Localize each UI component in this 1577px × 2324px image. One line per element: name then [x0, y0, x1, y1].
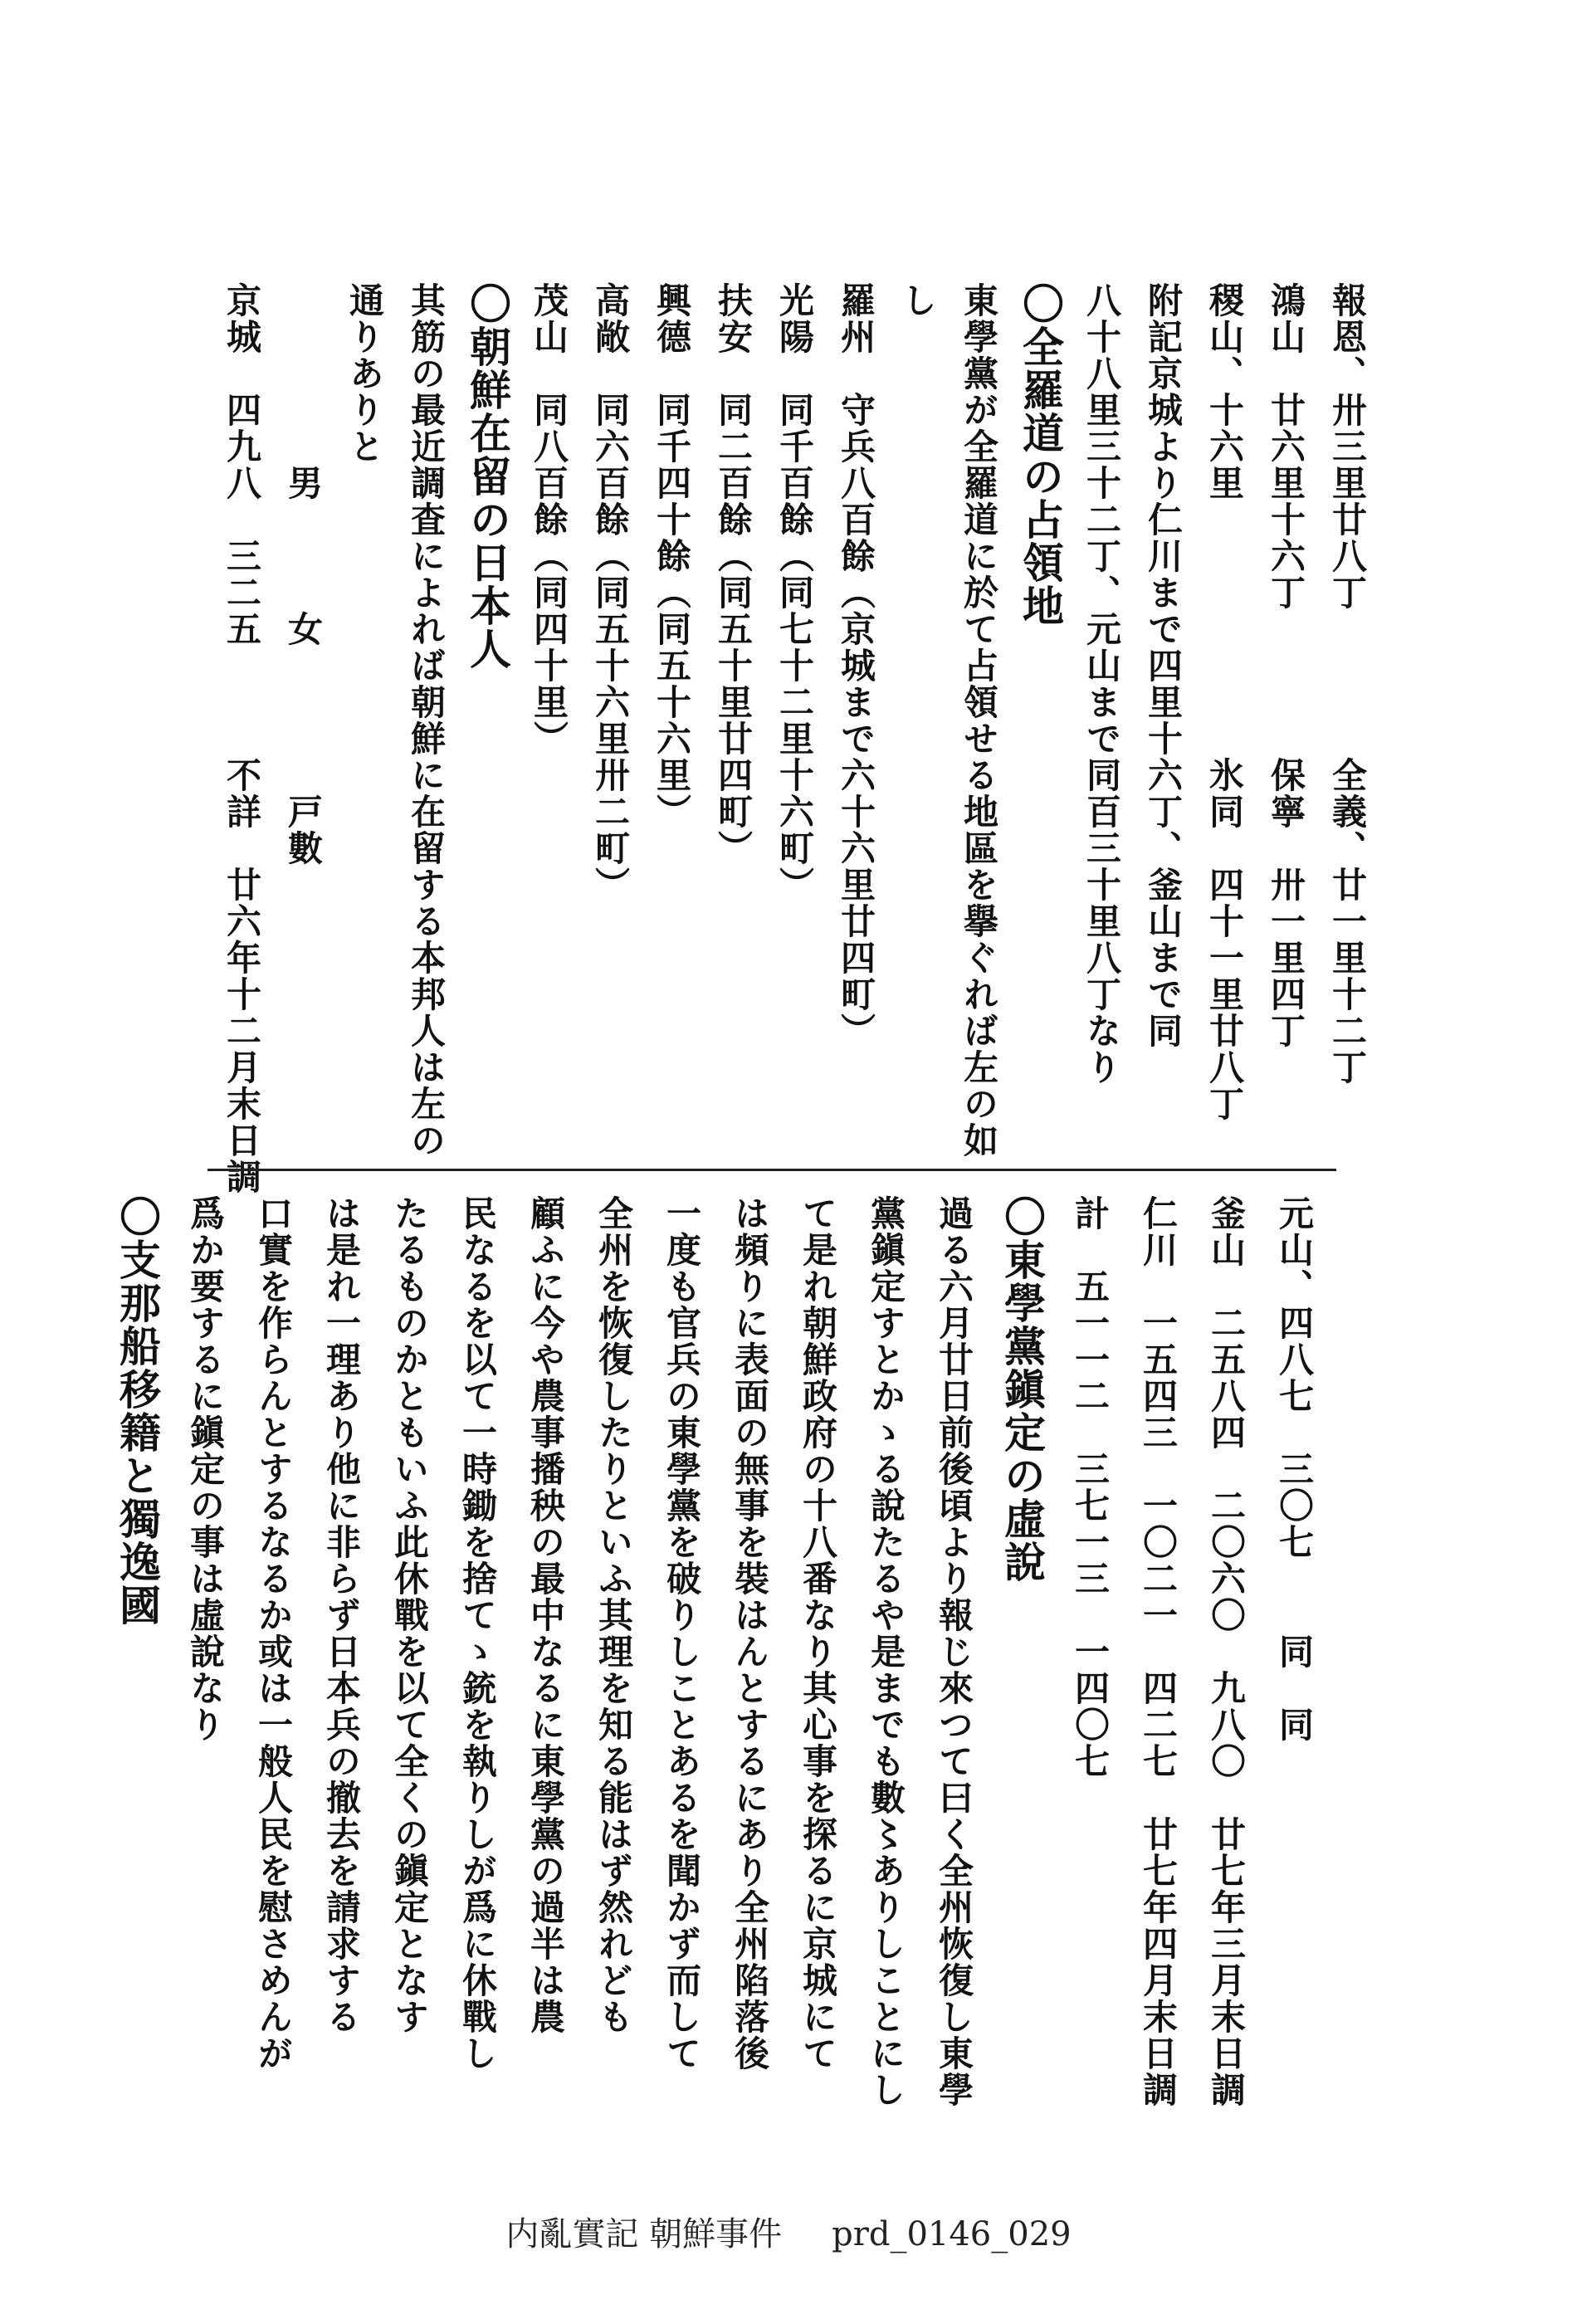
section-heading: 〇全羅道の占領地 [1016, 282, 1065, 627]
text-column: 報恩、卅三里廿八丁 全義、廿一里十二丁 [1327, 282, 1368, 1086]
text-column: 興德 同千四十餘（同五十六里） [652, 282, 692, 830]
text-column: 仁川 一五四三 一〇二一 四二七 廿七年四月末日調 [1138, 1195, 1179, 2108]
text-column: 八十八里三十二丁、元山まで同百三十里八丁なり [1081, 282, 1122, 1086]
text-column: 其筋の最近調査によれば朝鮮に在留する本邦人は左の [406, 282, 447, 1159]
upper-text-block [199, 282, 1378, 1195]
text-column: 光陽 同千百餘（同七十二里十六町） [774, 282, 815, 903]
text-column: 全州を恢復したりといふ其理を知る能はず然れども [593, 1195, 634, 2035]
text-column: 茂山 同八百餘（同四十里） [529, 282, 569, 757]
text-column: は頻りに表面の無事を裝はんとするにあり全州陷落後 [730, 1195, 770, 2072]
text-column: 計 五一一二 三七一三 一四〇七 [1070, 1195, 1111, 1780]
text-column: 民なるを以て一時鋤を捨てゝ銃を執りしが爲に休戰し [457, 1195, 498, 2072]
text-column: 男 女 戸數 [283, 282, 324, 867]
text-column: 稷山、十六里 氷同 四十一里廿八丁 [1204, 282, 1245, 1122]
text-column: 釜山 二五八四 二〇六〇 九八〇 廿七年三月末日調 [1206, 1195, 1247, 2108]
text-column: は是れ一理あり他に非らず日本兵の撤去を請求する [321, 1195, 362, 2035]
text-column: 爲か要するに鎭定の事は虛說なり [185, 1195, 226, 1743]
section-divider [208, 1169, 1336, 1171]
text-column: 羅州 守兵八百餘（京城まで六十六里廿四町） [836, 282, 876, 1049]
section-heading: 〇東學黨鎭定の虛說 [998, 1195, 1047, 1584]
text-column: 高敞 同六百餘（同五十六里卅二町） [590, 282, 631, 903]
text-column: 過る六月廿日前後頃より報じ來つて曰く全州恢復し東學 [934, 1195, 974, 2108]
text-column: 口實を作らんとするなるか或は一般人民を慰さめんが [253, 1195, 294, 2072]
text-column: 東學黨が全羅道に於て占領せる地區を擧ぐれば左の如 [959, 282, 999, 1159]
text-column: 附記京城より仁川まで四里十六丁、釜山まで同 [1143, 282, 1184, 1049]
footer-title: 内亂實記 朝鮮事件 [505, 2215, 783, 2253]
footer-code: prd_0146_029 [832, 2215, 1072, 2253]
section-heading: 〇朝鮮在留の日本人 [463, 282, 512, 671]
text-column: 元山、四八七 三〇七 同 同 [1274, 1195, 1315, 1743]
text-column: たるものかともいふ此休戰を以て全くの鎭定となす [389, 1195, 430, 2035]
section-heading: 〇支那船移籍と獨逸國 [113, 1195, 162, 1627]
text-column: 扶安 同二百餘（同五十里廿四町） [713, 282, 754, 867]
text-column: 一度も官兵の東學黨を破りしことあるを聞かず而して [662, 1195, 702, 2072]
text-column: て是れ朝鮮政府の十八番なり其心事を探るに京城にて [798, 1195, 838, 2072]
text-column: 通りありと [344, 282, 385, 465]
text-column: 顧ふに今や農事播秧の最中なるに東學黨の過半は農 [525, 1195, 566, 2035]
text-column: し [897, 282, 938, 319]
text-column: 黨鎭定すとかゝる說たるや是までも數〻ありしことにし [866, 1195, 906, 2108]
lower-text-block [113, 1195, 1328, 2108]
text-column: 鴻山 廿六里十六丁 保寧 卅一里四丁 [1266, 282, 1306, 1049]
page-footer [0, 2208, 1577, 2255]
text-column: 京城 四九八 三二五 不詳 廿六年十二月末日調 [222, 282, 262, 1195]
